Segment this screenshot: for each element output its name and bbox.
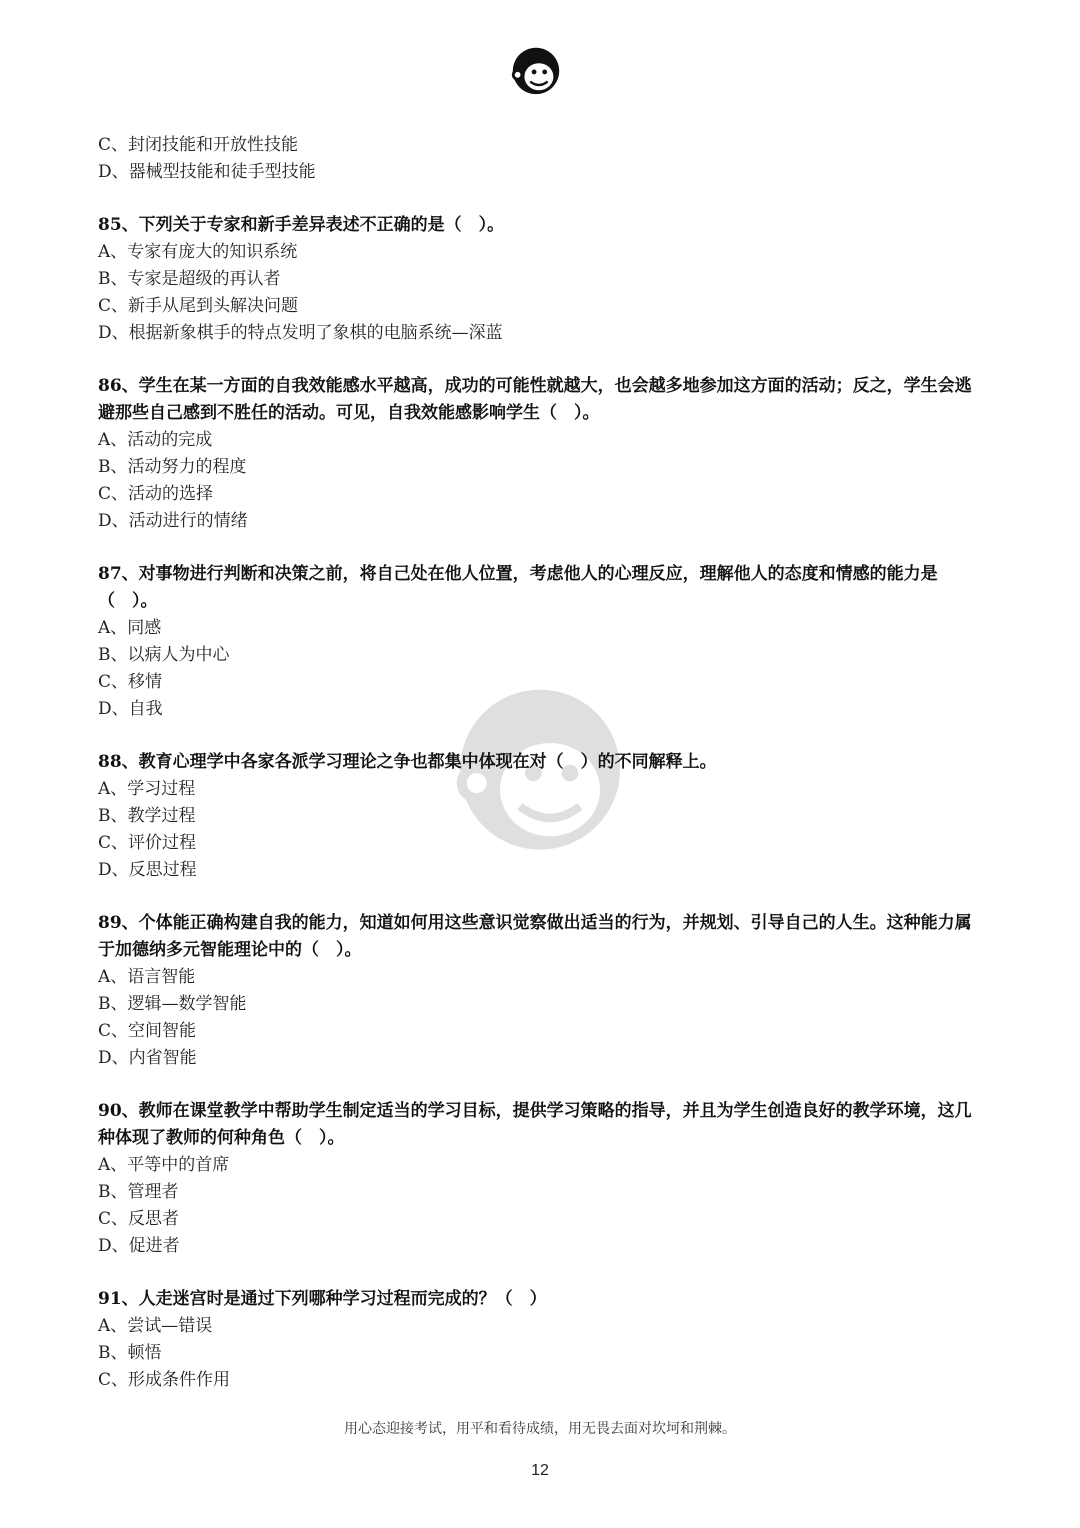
option-c: C、空间智能 <box>98 1021 197 1041</box>
option-b: B、以病人为中心 <box>98 645 230 665</box>
option-c: C、新手从尾到头解决问题 <box>98 296 299 316</box>
option-c: C、评价过程 <box>98 833 197 853</box>
option-a: A、同感 <box>98 618 162 638</box>
option-b: B、逻辑—数学智能 <box>98 994 247 1014</box>
option: D、器械型技能和徒手型技能 <box>98 162 316 182</box>
option: C、封闭技能和开放性技能 <box>98 135 299 155</box>
question-text: 86、学生在某一方面的自我效能感水平越高，成功的可能性就越大，也会越多地参加这方面的活动；反之，学生会逃避那些自己感到不胜任的活动。可见，自我效能感影响学生（ ）。 <box>98 376 972 423</box>
option-b: B、管理者 <box>98 1182 179 1202</box>
question-text: 90、教师在课堂教学中帮助学生制定适当的学习目标，提供学习策略的指导，并且为学生创造良好的教学环境，这几种体现了教师的何种角色（ ）。 <box>98 1101 972 1148</box>
question-text: 91、人走迷宫时是通过下列哪种学习过程而完成的？（ ） <box>98 1289 547 1309</box>
option-d: D、反思过程 <box>98 860 197 880</box>
question-text: 89、个体能正确构建自我的能力，知道如何用这些意识觉察做出适当的行为，并规划、引导自己的人生。这种能力属于加德纳多元智能理论中的（ ）。 <box>98 913 972 960</box>
option-d: D、促进者 <box>98 1236 180 1256</box>
option-b: B、专家是超级的再认者 <box>98 269 281 289</box>
option-d: D、活动进行的情绪 <box>98 511 248 531</box>
option-a: A、专家有庞大的知识系统 <box>98 242 298 262</box>
leading-options <box>98 132 988 186</box>
question-91 <box>98 1286 988 1394</box>
option-c: C、活动的选择 <box>98 484 214 504</box>
option-a: A、尝试—错误 <box>98 1316 213 1336</box>
monkey-mascot-icon <box>507 40 565 98</box>
question-list <box>98 132 988 1394</box>
option-d: D、内省智能 <box>98 1048 197 1068</box>
question-text: 87、对事物进行判断和决策之前，将自己处在他人位置，考虑他人的心理反应，理解他人的态度和情感的能力是（ ）。 <box>98 564 938 611</box>
option-a: A、活动的完成 <box>98 430 213 450</box>
question-90 <box>98 1098 988 1260</box>
option-c: C、移情 <box>98 672 163 692</box>
question-87 <box>98 561 988 723</box>
option-d: D、根据新象棋手的特点发明了象棋的电脑系统—深蓝 <box>98 323 503 343</box>
option-c: C、形成条件作用 <box>98 1370 231 1390</box>
option-b: B、教学过程 <box>98 806 196 826</box>
question-85 <box>98 212 988 347</box>
page-number: 12 <box>531 1462 549 1479</box>
option-d: D、自我 <box>98 699 163 719</box>
question-text: 88、教育心理学中各家各派学习理论之争也都集中体现在对（ ）的不同解释上。 <box>98 752 717 772</box>
question-88 <box>98 749 988 884</box>
option-a: A、平等中的首席 <box>98 1155 230 1175</box>
option-a: A、学习过程 <box>98 779 196 799</box>
option-b: B、活动努力的程度 <box>98 457 247 477</box>
question-89 <box>98 910 988 1072</box>
question-86 <box>98 373 988 535</box>
option-c: C、反思者 <box>98 1209 180 1229</box>
footer-motto: 用心态迎接考试，用平和看待成绩，用无畏去面对坎坷和荆棘。 <box>344 1421 736 1437</box>
option-a: A、语言智能 <box>98 967 196 987</box>
option-b: B、顿悟 <box>98 1343 162 1363</box>
question-text: 85、下列关于专家和新手差异表述不正确的是（ ）。 <box>98 215 505 235</box>
